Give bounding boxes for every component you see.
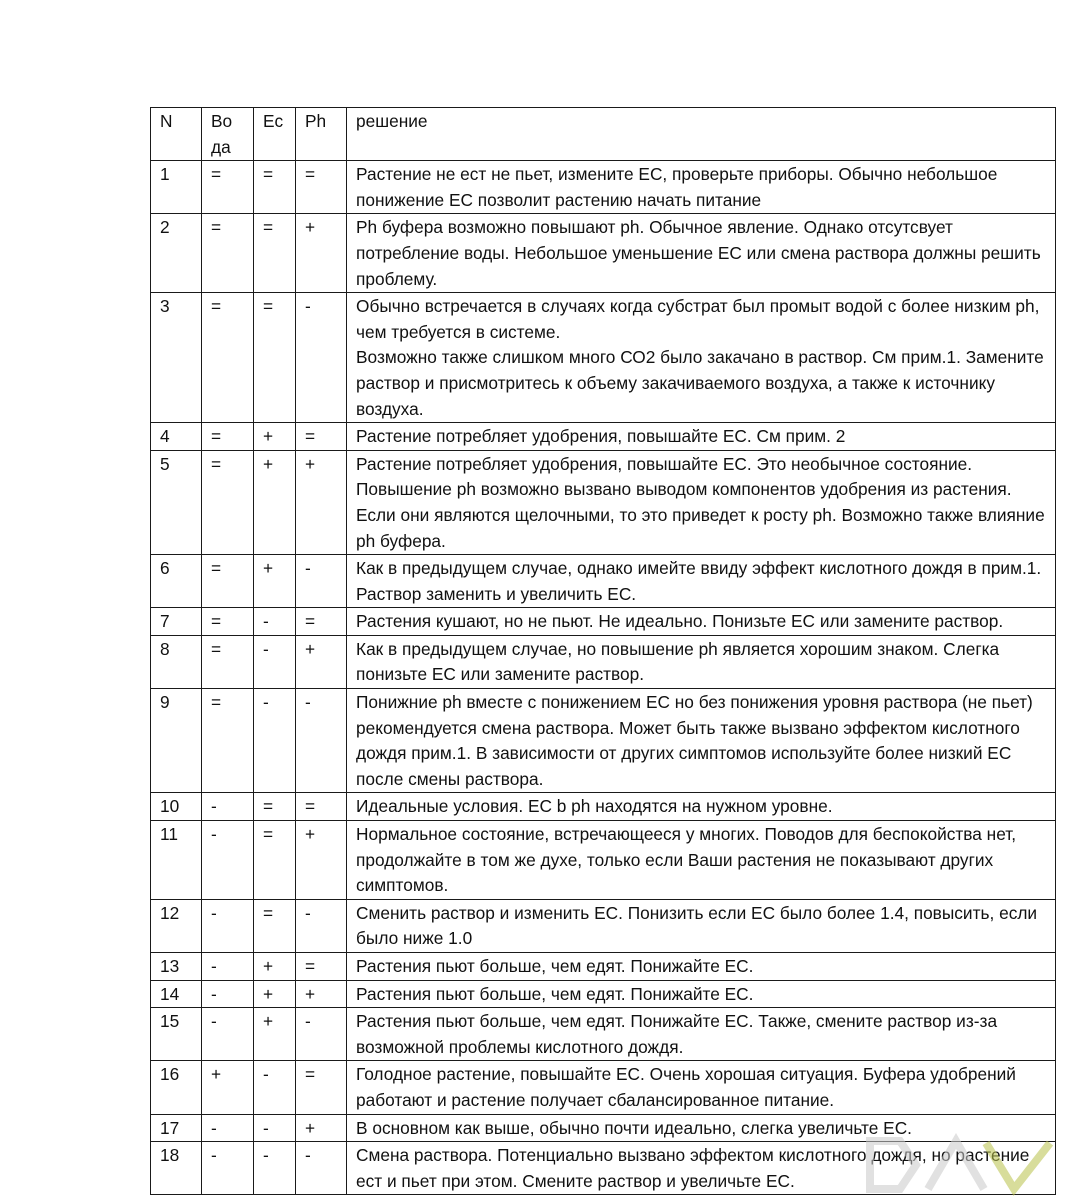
- cell-number: 8: [151, 635, 202, 688]
- cell-solution: Растения пьют больше, чем едят. Понижайте ЕС. Также, смените раствор из-за возможной проблемы кислотного дождя.: [347, 1008, 1056, 1061]
- cell-number: 1: [151, 161, 202, 214]
- table-row: [151, 821, 1056, 900]
- table-row: [151, 450, 1056, 554]
- cell-ec: =: [254, 293, 296, 423]
- cell-ec: +: [254, 1008, 296, 1061]
- cell-number: 11: [151, 821, 202, 900]
- cell-water: =: [202, 450, 254, 554]
- cell-ec: +: [254, 980, 296, 1008]
- cell-number: 2: [151, 214, 202, 293]
- cell-solution: Растения кушают, но не пьют. Не идеально. Понизьте ЕС или замените раствор.: [347, 608, 1056, 636]
- cell-ph: -: [296, 689, 347, 793]
- cell-ec: +: [254, 555, 296, 608]
- cell-solution: Ph буфера возможно повышают ph. Обычное явление. Однако отсутсвует потребление воды. Небольшое уменьшение ЕС или смена раствора должны решить проблему.: [347, 214, 1056, 293]
- cell-number: 18: [151, 1142, 202, 1195]
- cell-ph: =: [296, 608, 347, 636]
- cell-ph: =: [296, 161, 347, 214]
- header-number: N: [151, 108, 202, 161]
- table-row: [151, 899, 1056, 952]
- cell-ph: =: [296, 793, 347, 821]
- cell-solution: Обычно встречается в случаях когда субстрат был промыт водой с более низким ph, чем требуется в системе. Возможно также слишком много СО2 было закачано в раствор. См прим.1. Замените раствор и присмотритесь к объему закачиваемого воздуха, а также к источнику воздуха.: [347, 293, 1056, 423]
- table-body: [151, 161, 1056, 1195]
- cell-number: 9: [151, 689, 202, 793]
- cell-ec: =: [254, 821, 296, 900]
- cell-solution: Как в предыдущем случае, но повышение ph является хорошим знаком. Слегка понизьте ЕС или замените раствор.: [347, 635, 1056, 688]
- cell-solution: Как в предыдущем случае, однако имейте ввиду эффект кислотного дождя в прим.1. Раствор заменить и увеличить ЕС.: [347, 555, 1056, 608]
- cell-solution: В основном как выше, обычно почти идеально, слегка увеличьте ЕС.: [347, 1114, 1056, 1142]
- cell-solution: Растение не ест не пьет, измените ЕС, проверьте приборы. Обычно небольшое понижение ЕС позволит растению начать питание: [347, 161, 1056, 214]
- cell-ph: +: [296, 450, 347, 554]
- cell-water: -: [202, 821, 254, 900]
- cell-number: 10: [151, 793, 202, 821]
- cell-ph: +: [296, 821, 347, 900]
- cell-water: -: [202, 899, 254, 952]
- cell-solution: Растения пьют больше, чем едят. Понижайте ЕС.: [347, 953, 1056, 981]
- cell-water: +: [202, 1061, 254, 1114]
- cell-number: 14: [151, 980, 202, 1008]
- table-row: [151, 1008, 1056, 1061]
- cell-number: 6: [151, 555, 202, 608]
- cell-number: 7: [151, 608, 202, 636]
- site-logo-watermark-icon: [862, 1133, 1062, 1197]
- cell-solution: Растение потребляет удобрения, повышайте ЕС. Это необычное состояние. Повышение ph возможно вызвано выводом компонентов удобрения из растения. Если они являются щелочными, то это приведет к росту ph. Возможно также влияние ph буфера.: [347, 450, 1056, 554]
- cell-solution: Голодное растение, повышайте ЕС. Очень хорошая ситуация. Буфера удобрений работают и растение получает сбалансированное питание.: [347, 1061, 1056, 1114]
- cell-ph: -: [296, 293, 347, 423]
- cell-ec: -: [254, 1114, 296, 1142]
- cell-solution: Нормальное состояние, встречающееся у многих. Поводов для беспокойства нет, продолжайте в том же духе, только если Ваши растения не показывают других симптомов.: [347, 821, 1056, 900]
- table-row: [151, 214, 1056, 293]
- cell-water: -: [202, 1114, 254, 1142]
- table-row: [151, 980, 1056, 1008]
- table-row: [151, 793, 1056, 821]
- table-row: [151, 608, 1056, 636]
- cell-number: 12: [151, 899, 202, 952]
- cell-ph: -: [296, 555, 347, 608]
- header-water: Во да: [202, 108, 254, 161]
- cell-solution: Сменить раствор и изменить ЕС. Понизить если ЕС было более 1.4, повысить, если было ниже 1.0: [347, 899, 1056, 952]
- cell-water: -: [202, 1008, 254, 1061]
- cell-ph: =: [296, 953, 347, 981]
- header-ec: Ec: [254, 108, 296, 161]
- cell-solution: Растения пьют больше, чем едят. Понижайте ЕС.: [347, 980, 1056, 1008]
- cell-ec: -: [254, 1142, 296, 1195]
- cell-solution: Смена раствора. Потенциально вызвано эффектом кислотного дождя, но растение ест и пьет при этом. Смените раствор и увеличьте ЕС.: [347, 1142, 1056, 1195]
- table-header-row: [151, 108, 1056, 161]
- table-row: [151, 161, 1056, 214]
- cell-ph: -: [296, 899, 347, 952]
- cell-water: =: [202, 689, 254, 793]
- cell-ph: =: [296, 423, 347, 451]
- cell-ec: +: [254, 423, 296, 451]
- cell-ph: =: [296, 1061, 347, 1114]
- cell-water: -: [202, 1142, 254, 1195]
- cell-ec: =: [254, 161, 296, 214]
- cell-water: =: [202, 635, 254, 688]
- cell-ph: +: [296, 635, 347, 688]
- cell-water: =: [202, 293, 254, 423]
- table-row: [151, 555, 1056, 608]
- cell-number: 4: [151, 423, 202, 451]
- table-row: [151, 1061, 1056, 1114]
- table-row: [151, 635, 1056, 688]
- cell-water: -: [202, 793, 254, 821]
- hydroponics-diagnostic-table: [150, 107, 1056, 1195]
- table-row: [151, 953, 1056, 981]
- cell-water: -: [202, 953, 254, 981]
- cell-ph: -: [296, 1142, 347, 1195]
- cell-ec: +: [254, 450, 296, 554]
- header-solution: решение: [347, 108, 1056, 161]
- header-ph: Ph: [296, 108, 347, 161]
- cell-number: 15: [151, 1008, 202, 1061]
- cell-ec: =: [254, 899, 296, 952]
- cell-ec: -: [254, 608, 296, 636]
- cell-water: =: [202, 214, 254, 293]
- cell-ec: -: [254, 635, 296, 688]
- cell-number: 3: [151, 293, 202, 423]
- cell-solution: Растение потребляет удобрения, повышайте ЕС. См прим. 2: [347, 423, 1056, 451]
- cell-solution: Идеальные условия. ЕС b ph находятся на нужном уровне.: [347, 793, 1056, 821]
- table-row: [151, 293, 1056, 423]
- cell-water: =: [202, 555, 254, 608]
- cell-ph: -: [296, 1008, 347, 1061]
- cell-ec: -: [254, 1061, 296, 1114]
- cell-water: =: [202, 423, 254, 451]
- cell-water: -: [202, 980, 254, 1008]
- cell-ph: +: [296, 980, 347, 1008]
- cell-number: 16: [151, 1061, 202, 1114]
- cell-ph: +: [296, 1114, 347, 1142]
- cell-ec: -: [254, 689, 296, 793]
- cell-number: 17: [151, 1114, 202, 1142]
- cell-ec: +: [254, 953, 296, 981]
- cell-ph: +: [296, 214, 347, 293]
- cell-water: =: [202, 608, 254, 636]
- cell-solution: Понижние ph вместе с понижением ЕС но без понижения уровня раствора (не пьет) рекомендуется смена раствора. Может быть также вызвано эффектом кислотного дождя прим.1. В зависимости от других симптомов используйте более низкий ЕС после смены раствора.: [347, 689, 1056, 793]
- table-row: [151, 423, 1056, 451]
- cell-number: 5: [151, 450, 202, 554]
- cell-ec: =: [254, 793, 296, 821]
- cell-number: 13: [151, 953, 202, 981]
- cell-water: =: [202, 161, 254, 214]
- table-row: [151, 689, 1056, 793]
- cell-ec: =: [254, 214, 296, 293]
